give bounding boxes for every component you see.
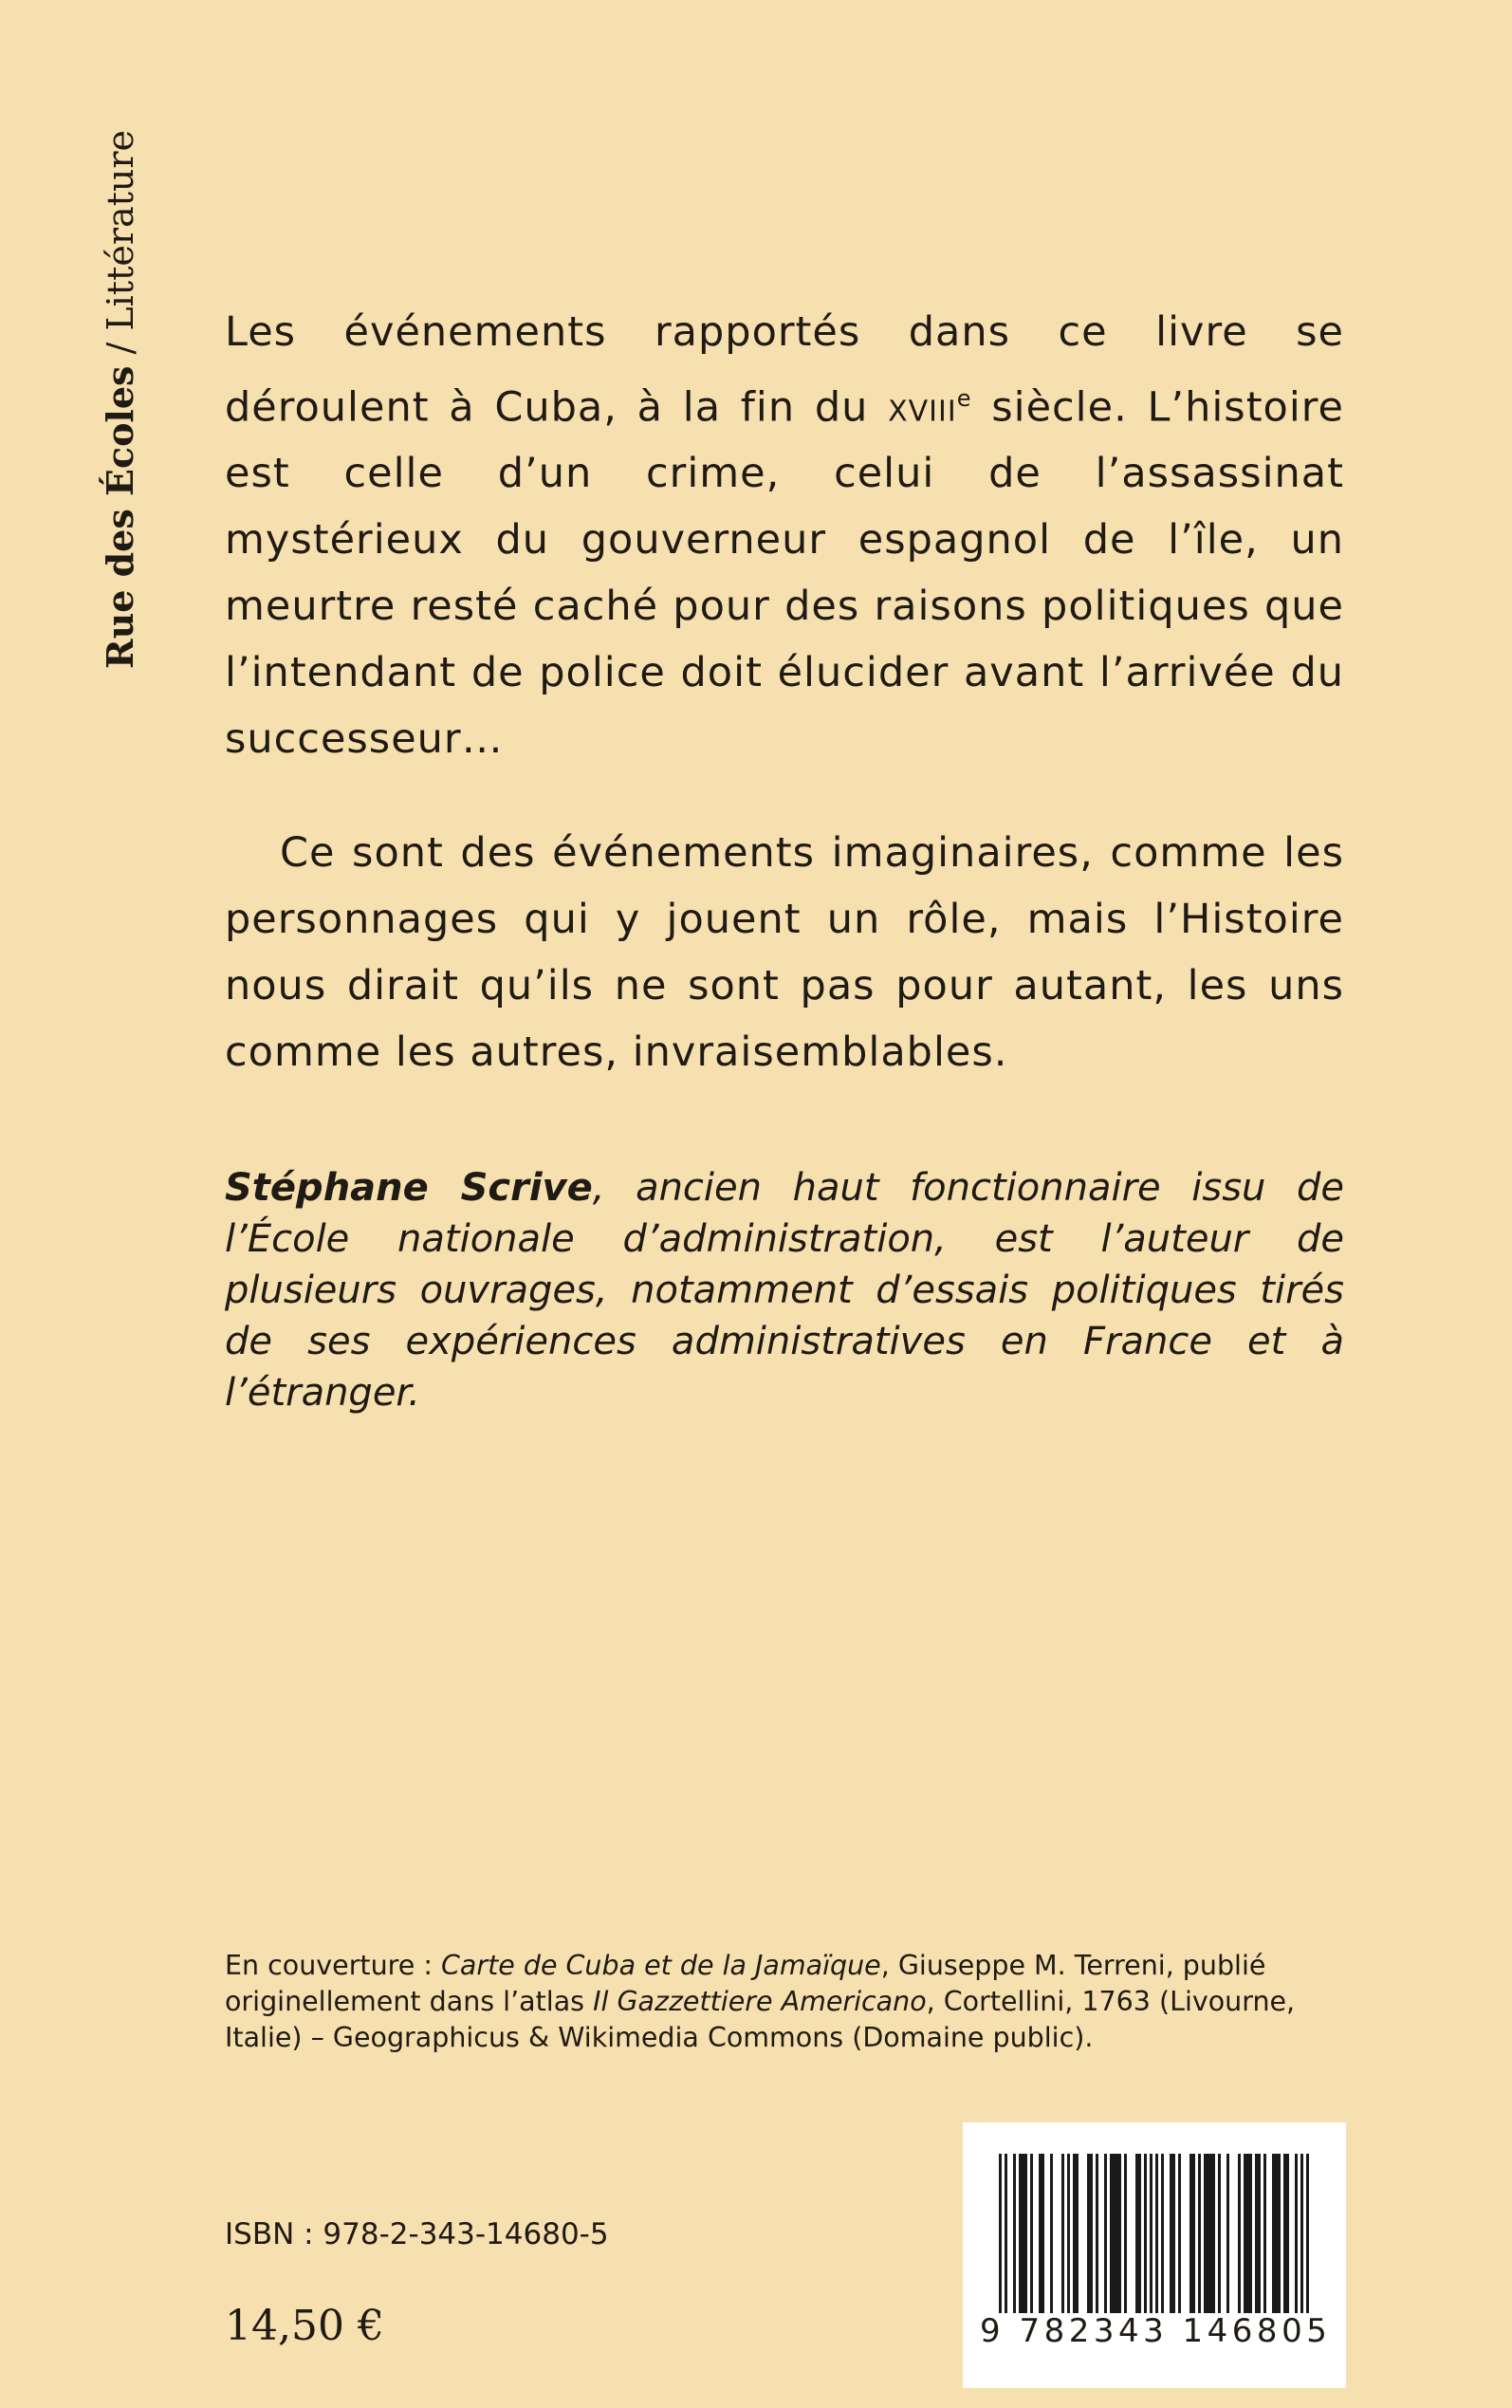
price: 14,50 €: [225, 2302, 384, 2350]
barcode-bar-3: [1019, 2154, 1027, 2313]
summary-paragraph-1: [225, 299, 1344, 772]
series-name: Rue des Écoles: [99, 365, 141, 669]
barcode-bar-1: [1005, 2154, 1007, 2313]
barcode-bar-0: [999, 2154, 1002, 2313]
credit-middle: , Giuseppe M. Terreni, publié originellement dans l’atlas: [225, 1950, 1266, 2017]
barcode-bar-28: [1244, 2154, 1252, 2313]
barcode-bar-27: [1238, 2154, 1241, 2313]
barcode-bar-19: [1161, 2154, 1164, 2313]
barcode-bar-13: [1110, 2154, 1121, 2313]
spine-separator: /: [100, 330, 141, 366]
summary-paragraph-2: Ce sont des événements imaginaires, comme les personnages qui y jouent un rôle, mais l’Histoire nous dirait qu’ils ne sont pas pour autant, les uns comme les autres, invraisemblables.: [225, 829, 1344, 1077]
barcode-bar-10: [1087, 2154, 1093, 2313]
credit-suffix: , Cortellini, 1763 (Livourne, Italie) – Geographicus & Wikimedia Commons (Domaine public).: [225, 1986, 1296, 2053]
barcode-bar-22: [1189, 2154, 1195, 2313]
author-name: Stéphane Scrive: [225, 1166, 593, 1210]
credit-prefix: En couverture :: [225, 1950, 441, 1981]
barcode-bar-8: [1067, 2154, 1070, 2313]
barcode-bar-4: [1030, 2154, 1033, 2313]
barcode-bar-26: [1226, 2154, 1229, 2313]
summary-p1-start: Les événements rapportés dans ce livre se déroulent à Cuba, à la fin du: [225, 308, 1344, 432]
summary-p1-end: siècle. L’histoire est celle d’un crime, celui de l’assassinat mystérieux du gouverneur espagnol de l’île, un meurtre resté caché pour des raisons politiques que l’intendant de police doit élucider avant l’arrivée du successeur…: [225, 383, 1344, 764]
barcode-bar-23: [1198, 2154, 1201, 2313]
author-bio-text: , ancien haut fonctionnaire issu de l’École nationale d’administration, est l’auteur de plusieurs ouvrages, notamment d’essais politiques tirés de ses expériences administratives en France et à l’étranger.: [225, 1166, 1345, 1415]
cover-credit: [225, 1948, 1354, 2056]
barcode-bar-11: [1096, 2154, 1098, 2313]
barcode-bar-32: [1283, 2154, 1289, 2313]
barcode-bar-33: [1295, 2154, 1298, 2313]
barcode-bar-29: [1255, 2154, 1261, 2313]
barcode-bar-9: [1073, 2154, 1079, 2313]
book-summary: [225, 299, 1344, 1085]
barcode-bar-18: [1155, 2154, 1158, 2313]
barcode-bar-35: [1306, 2154, 1309, 2313]
barcode-bar-15: [1135, 2154, 1141, 2313]
barcode-bar-6: [1050, 2154, 1053, 2313]
isbn: ISBN : 978-2-343-14680-5: [225, 2217, 609, 2251]
barcode-bar-17: [1150, 2154, 1152, 2313]
barcode-bar-12: [1104, 2154, 1107, 2313]
century-superscript: e: [956, 385, 972, 412]
barcode-bar-30: [1263, 2154, 1266, 2313]
credit-map-title: Carte de Cuba et de la Jamaïque: [441, 1950, 881, 1981]
genre-name: Littérature: [100, 129, 141, 331]
barcode-bar-2: [1013, 2154, 1016, 2313]
barcode-bar-25: [1218, 2154, 1221, 2313]
barcode: [963, 2122, 1346, 2388]
barcode-digits: 9 782343 146805: [980, 2312, 1332, 2350]
credit-atlas-title: Il Gazzettiere Americano: [593, 1986, 927, 2017]
barcode-bar-7: [1061, 2154, 1064, 2313]
barcode-bar-31: [1272, 2154, 1281, 2313]
spine-text: [98, 109, 143, 669]
century-numeral: xviii: [888, 383, 957, 432]
barcode-bar-14: [1124, 2154, 1127, 2313]
barcode-bar-34: [1300, 2154, 1303, 2313]
author-bio: [225, 1162, 1344, 1418]
barcode-bar-16: [1144, 2154, 1147, 2313]
barcode-bar-21: [1178, 2154, 1181, 2313]
barcode-bar-24: [1204, 2154, 1215, 2313]
barcode-bar-20: [1170, 2154, 1175, 2313]
barcode-bar-5: [1039, 2154, 1044, 2313]
spine-label: [98, 109, 143, 669]
